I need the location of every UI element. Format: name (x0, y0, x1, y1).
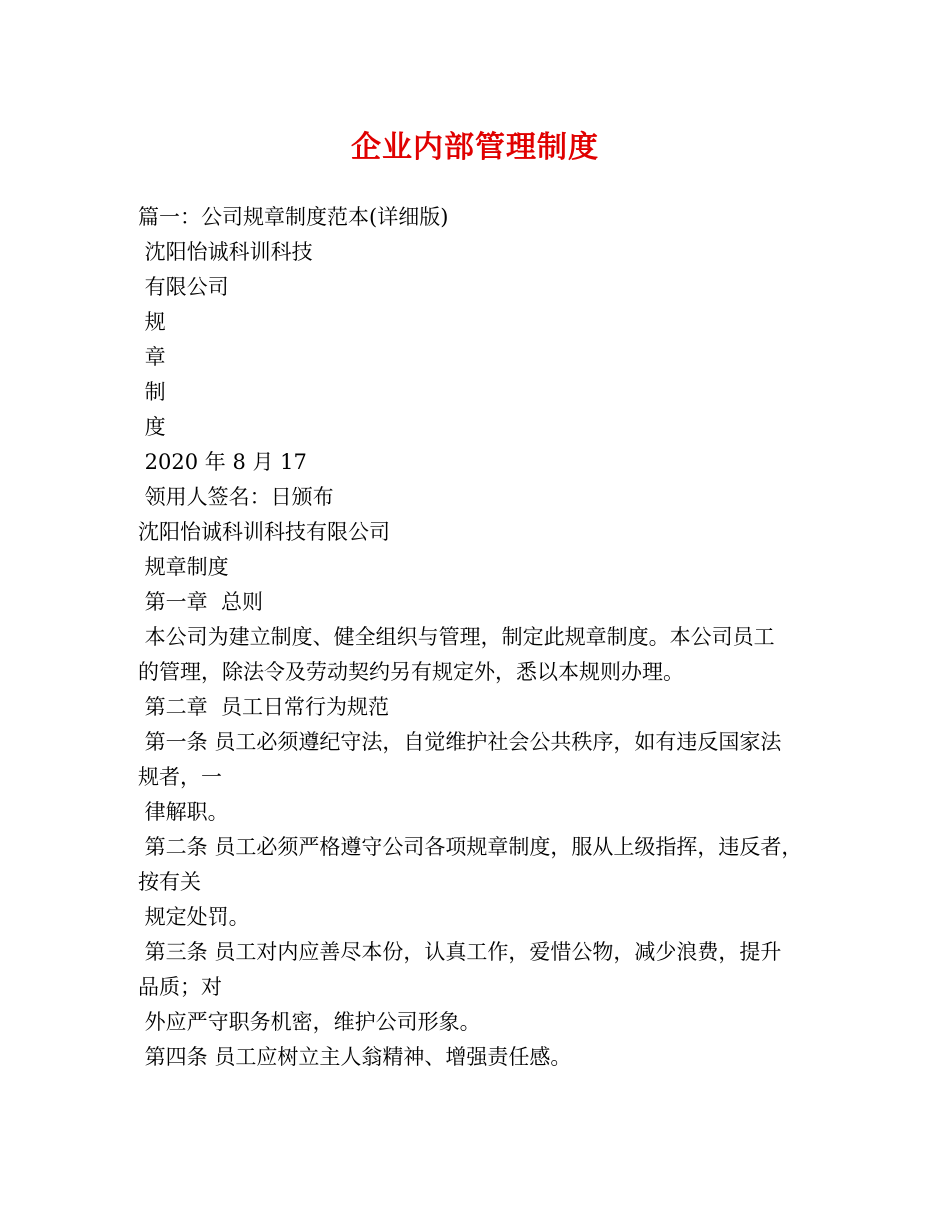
text-line: 沈阳怡诚科训科技有限公司 (138, 520, 390, 544)
text-line: 制 (138, 380, 166, 404)
article-line: 第一条 员工必须遵纪守法，自觉维护社会公共秩序，如有违反国家法 (138, 730, 782, 754)
document-title: 企业内部管理制度 (351, 130, 599, 165)
text-line: 沈阳怡诚科训科技 (138, 240, 313, 264)
text-line: 度 (138, 415, 166, 439)
text-line: 章 (138, 345, 166, 369)
text-line: 篇一：公司规章制度范本(详细版) (138, 205, 449, 229)
article-line: 第四条 员工应树立主人翁精神、增强责任感。 (138, 1045, 572, 1069)
article-line: 第二条 员工必须严格遵守公司各项规章制度，服从上级指挥，违反者， (138, 835, 803, 859)
text-line: 规者，一 (138, 765, 222, 789)
text-line: 外应严守职务机密，维护公司形象。 (138, 1010, 481, 1034)
text-line: 本公司为建立制度、健全组织与管理，制定此规章制度。本公司员工 (138, 625, 775, 649)
text-line: 有限公司 (138, 275, 229, 299)
text-line: 规 (138, 310, 166, 334)
text-line: 规定处罚。 (138, 905, 250, 929)
text-line: 领用人签名：日颁布 (138, 485, 334, 509)
text-line: 的管理，除法令及劳动契约另有规定外，悉以本规则办理。 (138, 660, 684, 684)
chapter-heading: 第二章 员工日常行为规范 (138, 695, 390, 719)
text-line: 2020 年 8 月 17 (138, 450, 307, 474)
document-body (138, 200, 828, 1075)
chapter-heading: 第一章 总则 (138, 590, 264, 614)
article-line: 第三条 员工对内应善尽本份，认真工作，爱惜公物，减少浪费，提升 (138, 940, 782, 964)
text-line: 律解职。 (138, 800, 229, 824)
text-line: 规章制度 (138, 555, 229, 579)
text-line: 品质；对 (138, 975, 222, 999)
text-line: 按有关 (138, 870, 201, 894)
